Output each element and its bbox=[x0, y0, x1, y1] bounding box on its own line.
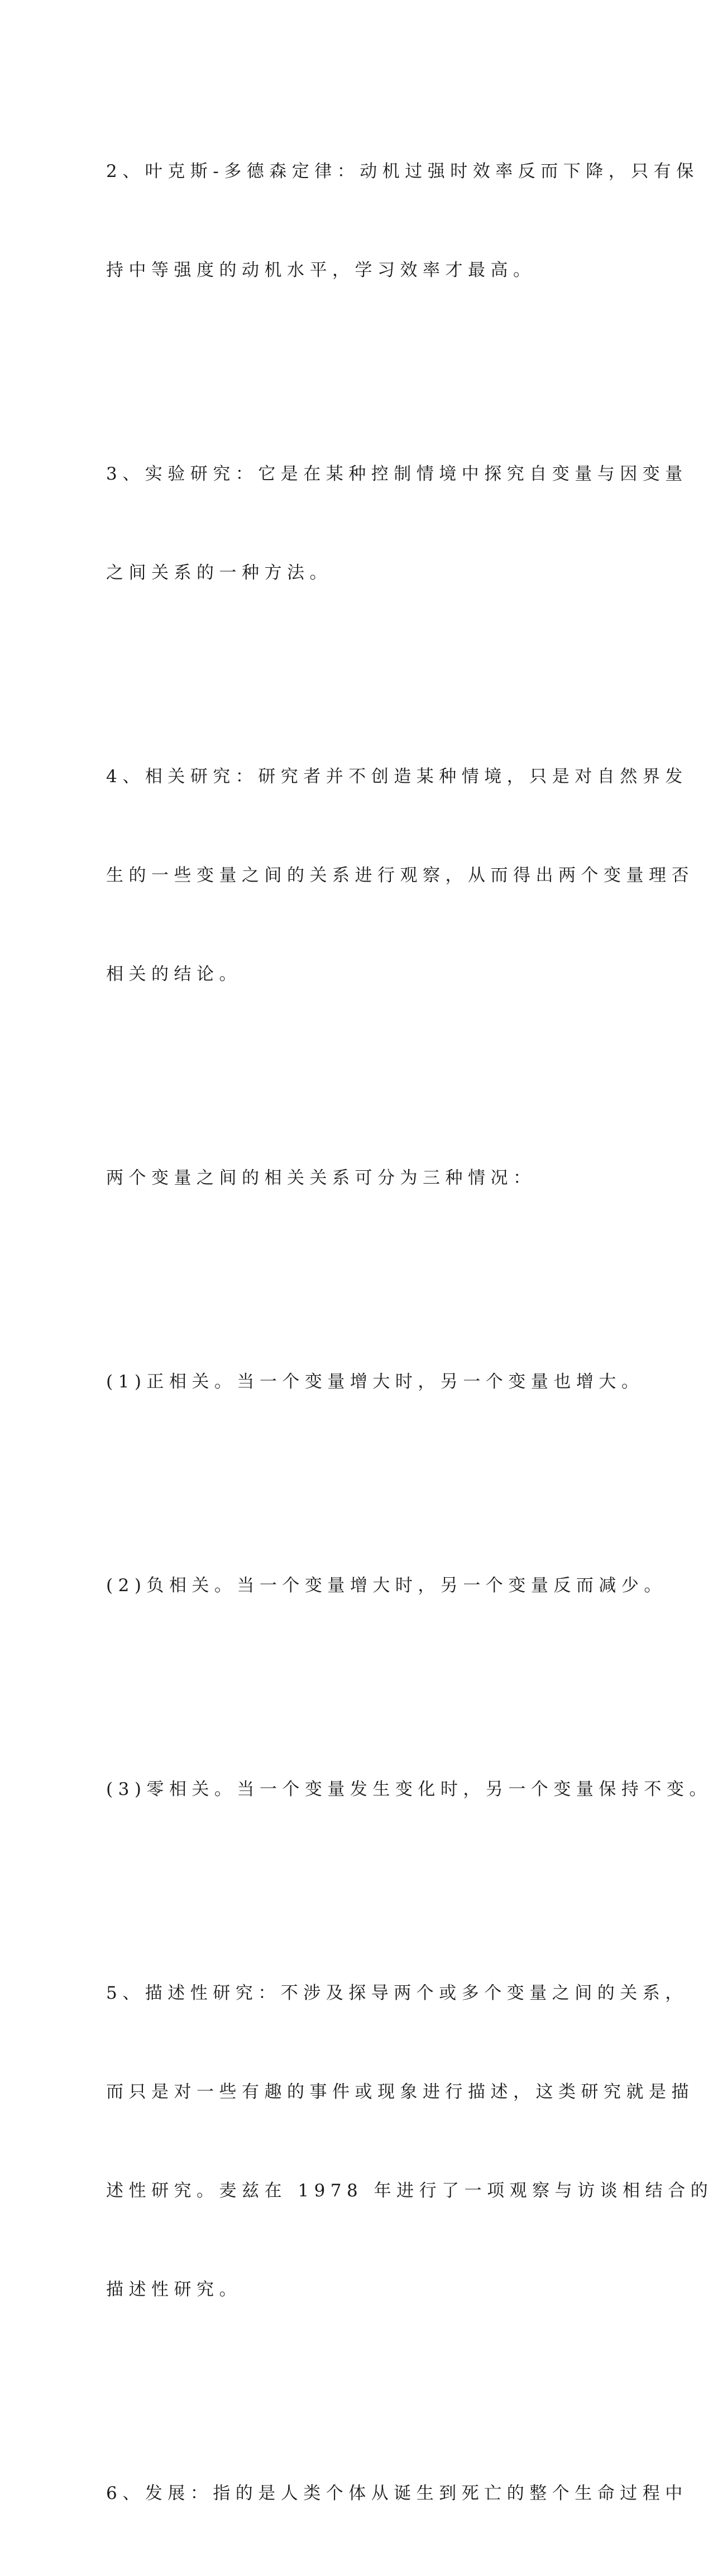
text-line: (1)正相关。当一个变量增大时，另一个变量也增大。 bbox=[106, 1372, 644, 1392]
paragraph-descriptive-research bbox=[106, 1911, 713, 2372]
document-body bbox=[106, 89, 713, 2576]
paragraph-correlational-research bbox=[106, 695, 694, 1057]
text-line: 持中等强度的动机水平，学习效率才最高。 bbox=[106, 260, 536, 280]
text-line: 描述性研究。 bbox=[106, 2280, 242, 2300]
paragraph-correlation-intro bbox=[106, 1096, 592, 1261]
text-line: 述性研究。麦兹在 1978 年进行了一项观察与访谈相结合的 bbox=[106, 2181, 713, 2201]
text-line: 两个变量之间的相关关系可分为三种情况： bbox=[106, 1168, 536, 1188]
text-line: 相关的结论。 bbox=[106, 964, 242, 984]
paragraph-spacer bbox=[106, 353, 592, 392]
paragraph-spacer bbox=[106, 1261, 592, 1300]
text-line: 5、描述性研究：不涉及探导两个或多个变量之间的关系， bbox=[106, 1983, 688, 2003]
paragraph-spacer bbox=[106, 2372, 592, 2411]
paragraph-spacer bbox=[106, 1872, 592, 1911]
text-line: 6、发展：指的是人类个体从诞生到死亡的整个生命过程中 bbox=[106, 2483, 688, 2503]
paragraph-spacer bbox=[106, 1057, 592, 1096]
paragraph-spacer bbox=[106, 655, 592, 695]
text-line: 生的一些变量之间的关系进行观察，从而得出两个变量理否 bbox=[106, 865, 694, 885]
text-line: 3、实验研究：它是在某种控制情境中探究自变量与因变量 bbox=[106, 464, 688, 484]
paragraph-spacer bbox=[106, 1668, 592, 1707]
paragraph-spacer bbox=[106, 1464, 592, 1504]
text-line: 2、叶克斯-多德森定律：动机过强时效率反而下降，只有保 bbox=[106, 161, 699, 181]
paragraph-negative-correlation bbox=[106, 1504, 667, 1668]
paragraph-development bbox=[106, 2411, 688, 2576]
paragraph-yerkes-dodson-law bbox=[106, 89, 699, 353]
paragraph-zero-correlation bbox=[106, 1707, 712, 1872]
paragraph-positive-correlation bbox=[106, 1300, 644, 1464]
text-line: 而只是对一些有趣的事件或现象进行描述，这类研究就是描 bbox=[106, 2082, 694, 2102]
text-line: (2)负相关。当一个变量增大时，另一个变量反而减少。 bbox=[106, 1576, 667, 1596]
text-line: 4、相关研究：研究者并不创造某种情境，只是对自然界发 bbox=[106, 767, 688, 787]
paragraph-experimental-research bbox=[106, 392, 688, 655]
text-line: 之间关系的一种方法。 bbox=[106, 563, 332, 583]
text-line: (3)零相关。当一个变量发生变化时，另一个变量保持不变。 bbox=[106, 1779, 712, 1799]
